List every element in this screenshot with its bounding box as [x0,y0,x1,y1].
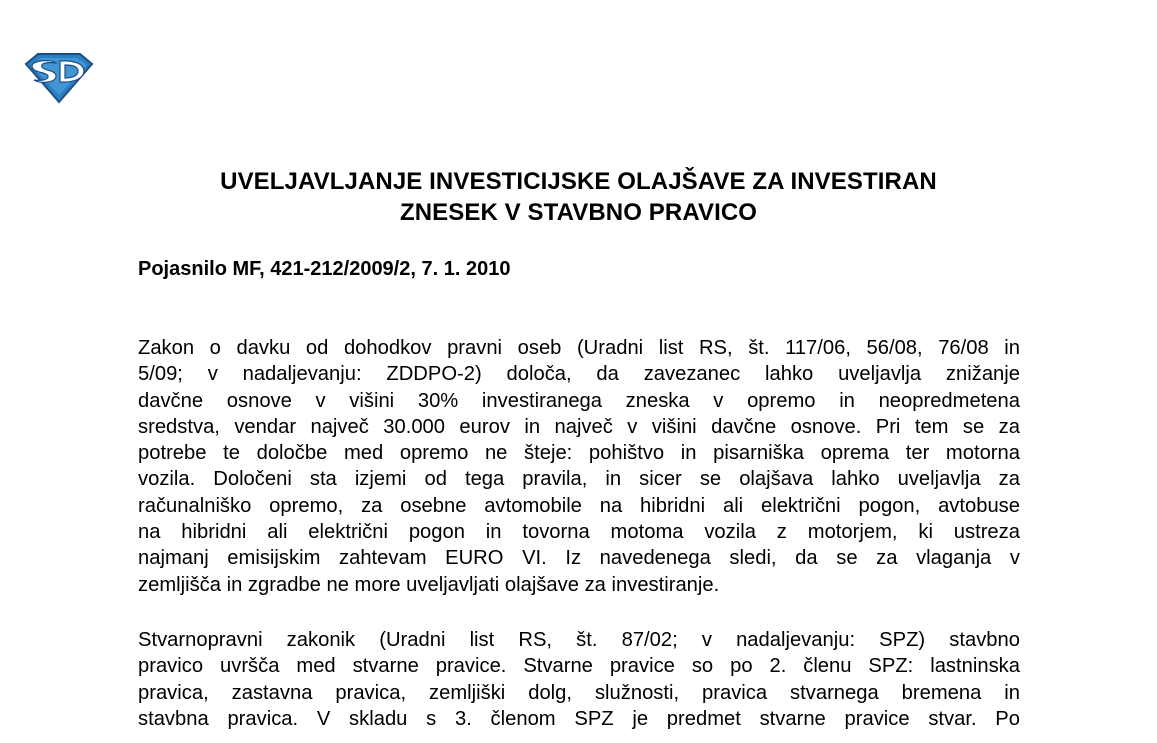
paragraph-line: Stvarnopravni zakonik (Uradni list RS, št. 87/02; v nadaljevanju: SPZ) stavbno [138,629,1020,651]
paragraph-2 [138,627,1020,732]
document-subheading: Pojasnilo MF, 421-212/2009/2, 7. 1. 2010 [138,258,511,280]
paragraph-line: vozila. Določeni sta izjemi od tega pravila, in sicer se olajšava lahko uveljavlja za [138,468,1020,491]
paragraph-line: na hibridni ali električni pogon in tovorna motoma vozila z motorjem, ki ustreza [138,521,1020,544]
company-logo [22,50,96,104]
paragraph-line: stavbna pravica. V skladu s 3. členom SPZ je predmet stvarne pravice stvar. Po [138,707,1020,730]
sd-diamond-logo-icon [22,50,96,104]
paragraph-line: 5/09; v nadaljevanju: ZDDPO-2) določa, da zavezanec lahko uveljavlja znižanje [138,363,1020,386]
paragraph-1 [138,335,1020,598]
paragraph-line: najmanj emisijskim zahtevam EURO VI. Iz navedenega sledi, da se za vlaganja v [138,547,1020,570]
paragraph-line: davčne osnove v višini 30% investiranega zneska v opremo in neopredmetena [138,389,1020,412]
title-line-2: ZNESEK V STAVBNO PRAVICO [399,199,758,226]
paragraph-line: Zakon o davku od dohodkov pravni oseb (Uradni list RS, št. 117/06, 56/08, 76/08 in [138,337,1020,359]
paragraph-line: sredstva, vendar največ 30.000 eurov in največ v višini davčne osnove. Pri tem se za [138,415,1020,438]
paragraph-line: pravica, zastavna pravica, zemljiški dolg, služnosti, pravica stvarnega bremena in [138,681,1020,704]
document-title [0,166,1157,228]
paragraph-line: zemljišča in zgradbe ne more uveljavljati olajšave za investiranje. [138,573,720,596]
paragraph-line: pravico uvršča med stvarne pravice. Stvarne pravice so po 2. členu SPZ: lastninska [138,655,1020,678]
paragraph-line: računalniško opremo, za osebne avtomobile na hibridni ali električni pogon, avtobuse [138,494,1020,517]
paragraph-line: potrebe te določbe med opremo ne šteje: pohištvo in pisarniška oprema ter motorna [138,442,1020,465]
title-line-1: UVELJAVLJANJE INVESTICIJSKE OLAJŠAVE ZA INVESTIRAN [220,168,937,195]
